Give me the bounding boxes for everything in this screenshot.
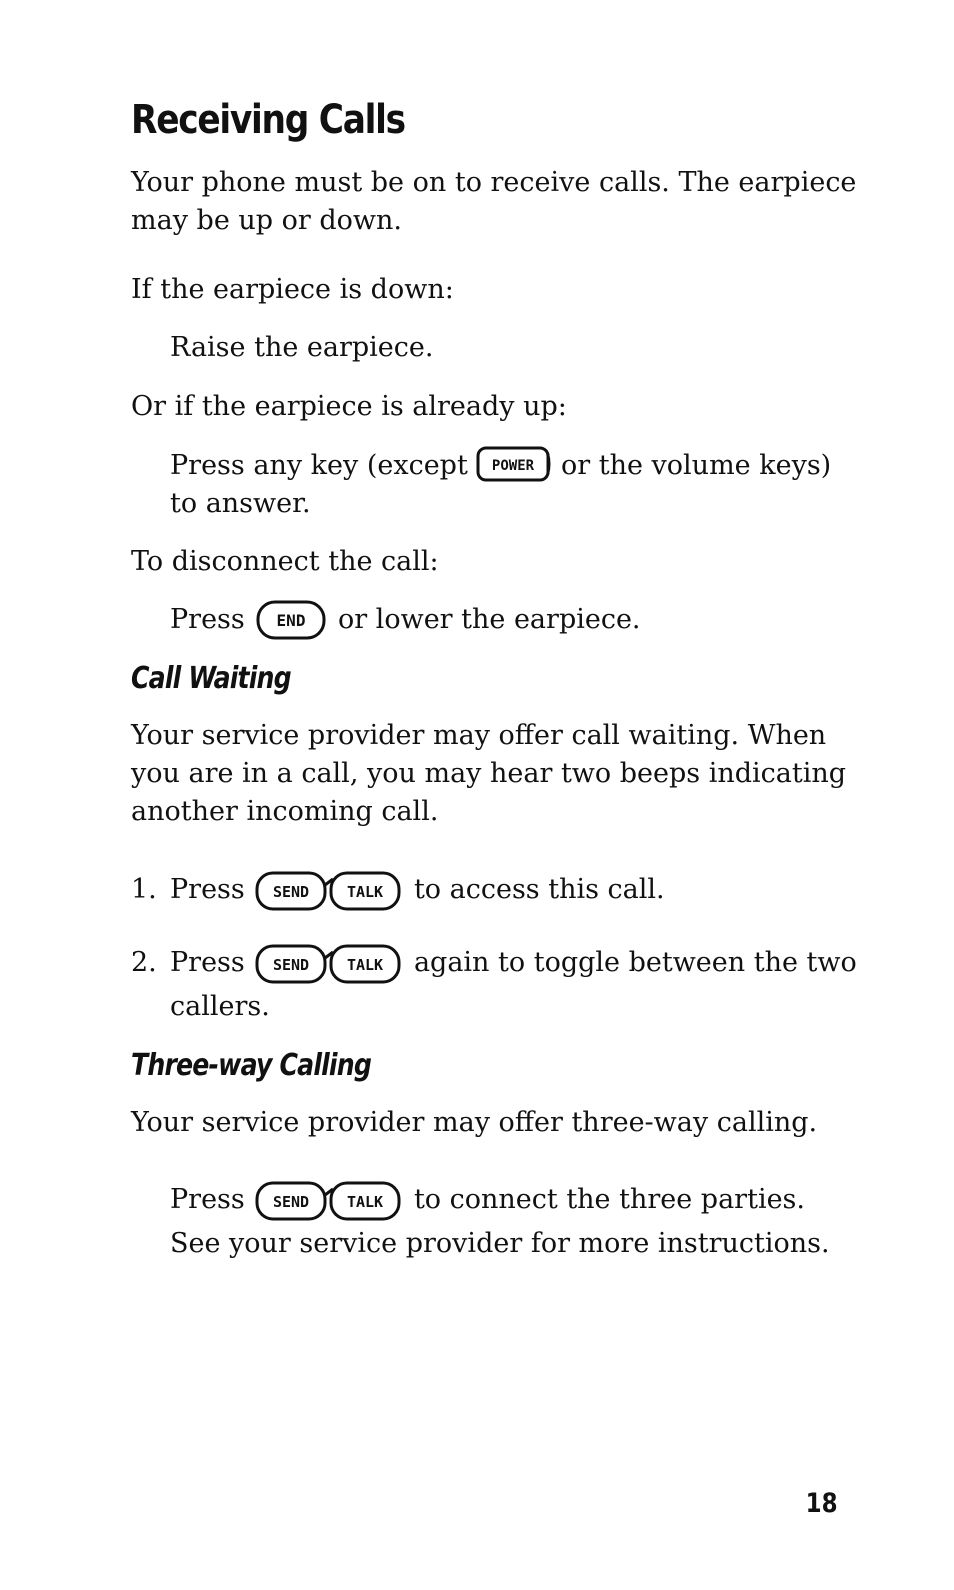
call-waiting-step-1: 1. Press SEND TALK to access this call. [131,871,665,910]
earpiece-up-label: Or if the earpiece is already up: [131,391,567,422]
three-way-instruction-cont: See your service provider for more instructions. [170,1228,830,1259]
call-waiting-step-2: 2. Press SEND TALK again to toggle between the two [131,944,857,983]
call-waiting-line-3: another incoming call. [131,796,439,827]
intro-line-2: may be up or down. [131,205,403,236]
call-waiting-line-2: you are in a call, you may hear two beeps indicating [131,758,847,789]
send-talk-key-icon [253,1179,405,1217]
three-way-line-1: Your service provider may offer three-way calling. [131,1107,818,1138]
three-way-heading: Three-way Calling [131,1048,372,1083]
svg-text:TALK: TALK [347,955,384,974]
three-way-instruction: Press SEND TALK to connect the three parties. [170,1181,805,1220]
svg-text:TALK: TALK [347,882,384,901]
disconnect-label: To disconnect the call: [131,546,439,577]
earpiece-up-instruction-cont: to answer. [170,488,311,519]
svg-text:TALK: TALK [347,1192,384,1211]
svg-text:POWER: POWER [492,457,535,474]
page-number: 18 [806,1488,838,1519]
svg-text:END: END [276,610,306,630]
earpiece-down-instruction: Raise the earpiece. [170,332,434,363]
svg-text:SEND: SEND [273,1192,310,1211]
earpiece-up-instruction: Press any key (except POWER or the volume keys) [170,447,831,486]
send-talk-key-icon [253,942,405,980]
call-waiting-heading: Call Waiting [131,661,291,696]
call-waiting-step-2-cont: callers. [170,991,270,1022]
call-waiting-line-1: Your service provider may offer call waiting. When [131,720,827,751]
svg-text:SEND: SEND [273,882,310,901]
send-talk-key-icon [253,869,405,907]
page-title: Receiving Calls [131,97,405,143]
power-key-icon [476,445,552,483]
earpiece-down-label: If the earpiece is down: [131,274,454,305]
disconnect-instruction: Press END or lower the earpiece. [170,601,641,640]
end-key-icon [253,599,329,637]
svg-text:SEND: SEND [273,955,310,974]
intro-line-1: Your phone must be on to receive calls. The earpiece [131,167,857,198]
